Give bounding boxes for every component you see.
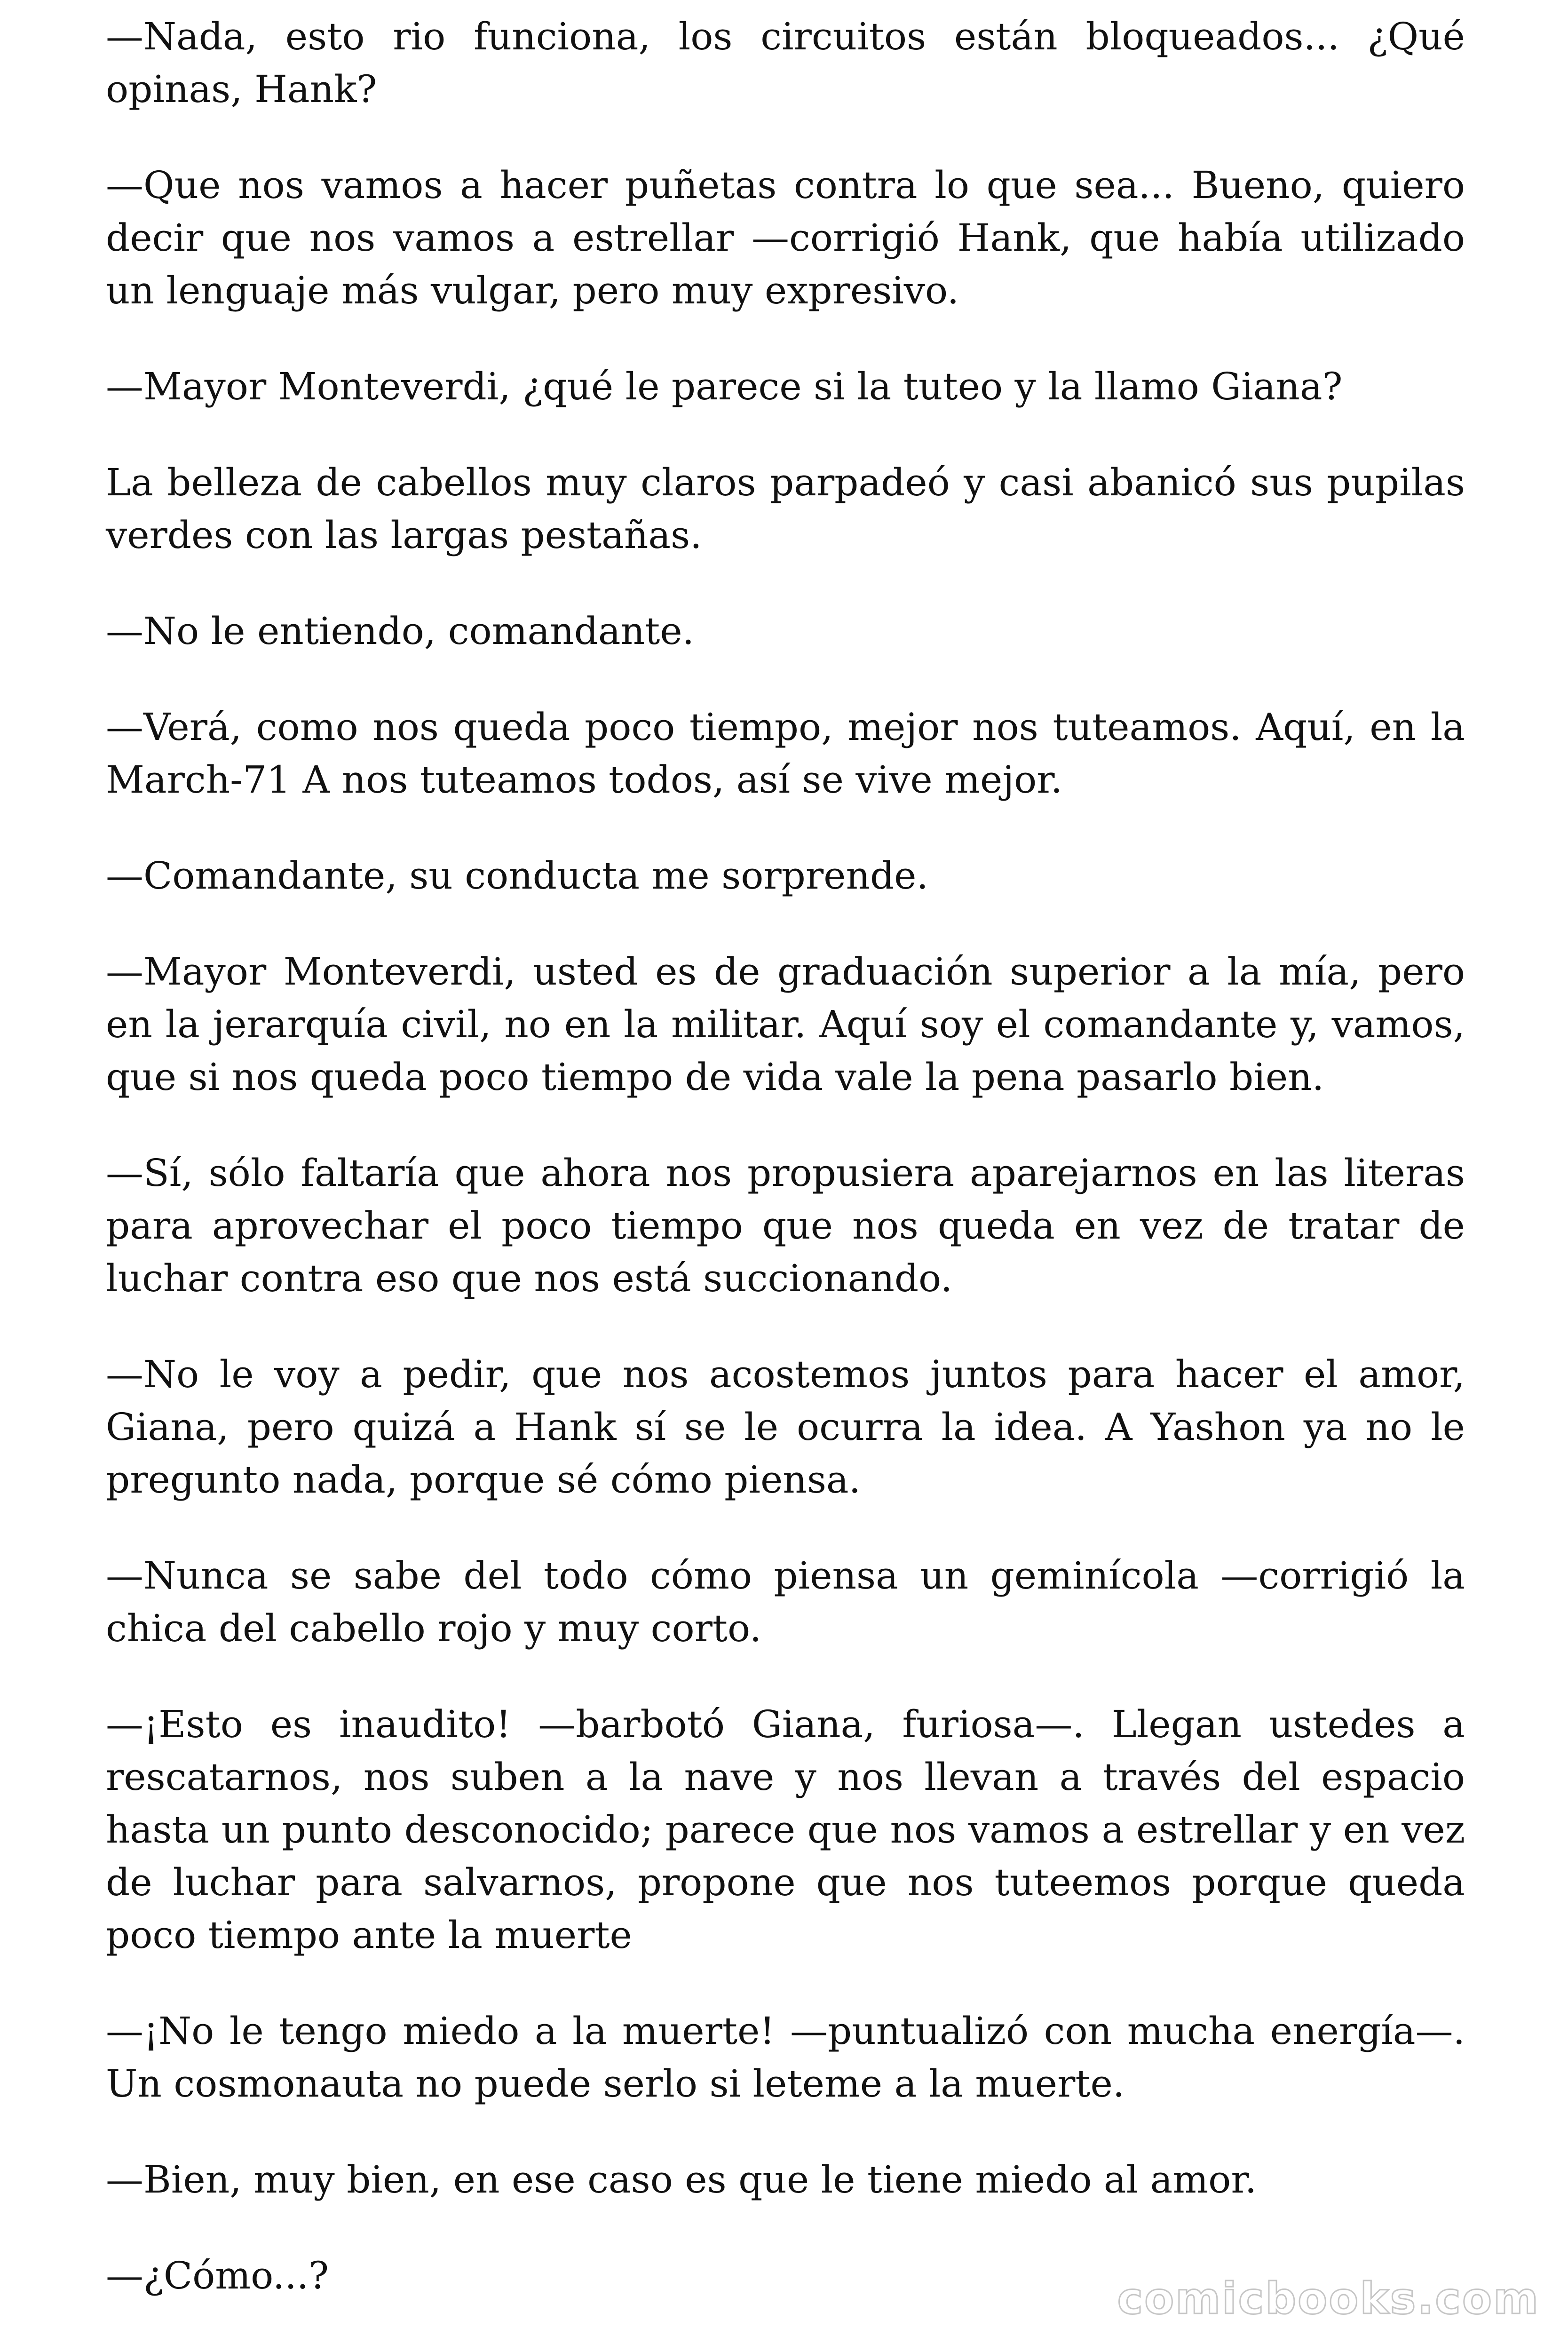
paragraph: —Sí, sólo faltaría que ahora nos propusiera aparejarnos en las literas para aprovechar el poco tiempo que nos queda en vez de tratar de luchar contra eso que nos está succionando. [106,1151,1465,1300]
paragraph: —Que nos vamos a hacer puñetas contra lo que sea... Bueno, quiero decir que nos vamos a estrellar —corrigió Hank, que había utilizado un lenguaje más vulgar, pero muy expresivo. [106,163,1465,312]
paragraph: —Nada, esto rio funciona, los circuitos están bloqueados... ¿Qué opinas, Hank? [106,15,1465,111]
paragraph: —¡Esto es inaudito! —barbotó Giana, furiosa—. Llegan ustedes a rescatarnos, nos suben a la nave y nos llevan a través del espacio hasta un punto desconocido; parece que nos vamos a estrellar y en vez de luchar para salvarnos, propone que nos tuteemos porque queda poco tiempo ante la muerte [106,1702,1465,1957]
paragraph: —No le voy a pedir, que nos acostemos juntos para hacer el amor, Giana, pero quizá a Hank sí se le ocurra la idea. A Yashon ya no le pregunto nada, porque sé cómo piensa. [106,1352,1465,1502]
paragraph: —Mayor Monteverdi, usted es de graduación superior a la mía, pero en la jerarquía civil, no en la militar. Aquí soy el comandante y, vamos, que si nos queda poco tiempo de vida vale la pena pasarlo bien. [106,950,1465,1099]
page-text [106,10,1465,2345]
paragraph: —Nunca se sabe del todo cómo piensa un geminícola —corrigió la chica del cabello rojo y muy corto. [106,1554,1465,1650]
paragraph: —No le entiendo, comandante. [106,609,695,653]
paragraph: La belleza de cabellos muy claros parpadeó y casi abanicó sus pupilas verdes con las largas pestañas. [106,461,1465,557]
paragraph: —Mayor Monteverdi, ¿qué le parece si la tuteo y la llamo Giana? [106,365,1343,408]
paragraph: —¡No le tengo miedo a la muerte! —puntualizó con mucha energía—. Un cosmonauta no puede serlo si leteme a la muerte. [106,2009,1465,2106]
watermark: comicbooks.com [1117,2273,1540,2324]
paragraph: —Comandante, su conducta me sorprende. [106,854,928,898]
paragraph: —Bien, muy bien, en ese caso es que le tiene miedo al amor. [106,2158,1257,2201]
paragraph: —Verá, como nos queda poco tiempo, mejor nos tuteamos. Aquí, en la March-71 A nos tuteamos todos, así se vive mejor. [106,705,1465,802]
paragraph: —¿Cómo...? [106,2254,329,2297]
